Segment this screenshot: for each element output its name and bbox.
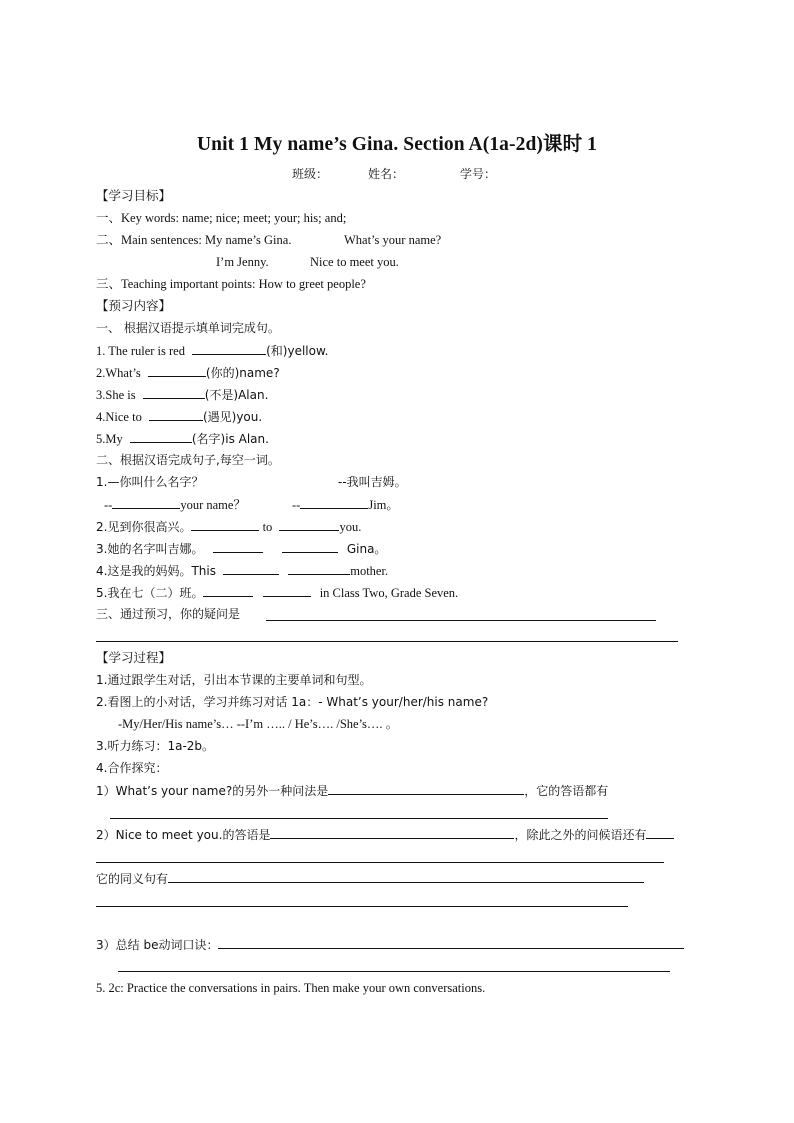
fill-item-3-text: 3.She is: [96, 388, 136, 402]
sentence-3: [96, 540, 386, 557]
goals-teaching-points: 三、Teaching important points: How to greet people?: [96, 277, 366, 291]
page-title: Unit 1 My name’s Gina. Section A(1a-2d)课时 1: [196, 134, 598, 155]
blank-5[interactable]: [130, 430, 192, 443]
sentence-2-text: 2.见到你很高兴。: [96, 520, 192, 534]
sentence-5: [96, 584, 458, 601]
blank-8[interactable]: [191, 518, 259, 531]
fill-item-5-hint: (名字)is Alan.: [191, 432, 269, 446]
goals-heading: 【学习目标】: [96, 188, 172, 203]
preview-part3-question: 三、通过预习，你的疑问是: [96, 607, 241, 621]
class-label: 班级：: [292, 167, 329, 181]
sentence-5-text: 5.我在七（二）班。: [96, 586, 204, 600]
sentence-4-mother: mother.: [350, 564, 389, 578]
blank-16[interactable]: [328, 782, 524, 795]
blank-20[interactable]: [218, 936, 684, 949]
blank-3[interactable]: [143, 386, 205, 399]
blank-18[interactable]: [646, 826, 674, 839]
sentence-3-gina: Gina。: [346, 542, 387, 556]
sentence-4: [96, 562, 388, 579]
fill-item-1-hint: (和)yellow.: [266, 344, 329, 358]
blank-11[interactable]: [282, 540, 338, 553]
preview-part1-heading: 一、 根据汉语提示填单词完成句。: [96, 321, 280, 335]
sentence-1-jim: Jim。: [368, 498, 399, 512]
fill-item-2-text: 2.What’s: [96, 366, 141, 380]
explore-answer-line-1[interactable]: [110, 818, 608, 819]
process-step-5: 5. 2c: Practice the conversations in pairs. Then make your own conversations.: [96, 981, 486, 995]
process-step-2: 2.看图上的小对话，学习并练习对话 1a：- What’s your/her/his name?: [96, 695, 489, 709]
explore-item-2b: [96, 870, 644, 887]
fill-item-1-text: 1. The ruler is red: [96, 344, 185, 358]
sentence-1-answer: --我叫吉姆。: [338, 475, 407, 489]
sentence-1-reply-blanks: [292, 496, 399, 513]
process-step-2-dialogue: -My/Her/His name’s… --I’m ….. / He’s…. /She’s…. 。: [118, 717, 399, 731]
goals-main-sentences: 二、Main sentences: My name’s Gina.: [96, 233, 292, 247]
blank-4[interactable]: [149, 408, 203, 421]
sentence-1-reply-dash: --: [292, 498, 301, 512]
explore-answer-line-3[interactable]: [96, 906, 628, 907]
explore-item-2-text: 2）Nice to meet you.的答语是: [96, 828, 271, 842]
process-heading: 【学习过程】: [96, 650, 172, 665]
goals-keywords: 一、Key words: name; nice; meet; your; his; and;: [96, 211, 347, 225]
fill-item-1: [96, 342, 329, 359]
sentence-5-class: in Class Two, Grade Seven.: [319, 586, 459, 600]
question-answer-line-1[interactable]: [266, 620, 656, 621]
fill-item-5: [96, 430, 269, 447]
blank-10[interactable]: [213, 540, 263, 553]
blank-1[interactable]: [192, 342, 266, 355]
sentence-4-text: 4.这是我的妈妈。This: [96, 564, 216, 578]
blank-6[interactable]: [112, 496, 180, 509]
explore-item-1: [96, 782, 608, 799]
explore-item-2: [96, 826, 674, 843]
fill-item-4: [96, 408, 262, 425]
explore-item-1-text: 1）What’s your name?的另外一种问法是: [96, 784, 329, 798]
blank-2[interactable]: [148, 364, 206, 377]
sentence-2: [96, 518, 361, 535]
fill-item-2-hint: (你的)name?: [205, 366, 280, 380]
sentence-2-to: to: [262, 520, 273, 534]
explore-item-1-tail: ，它的答语都有: [524, 784, 609, 798]
goals-sentence-whats-your-name: What’s your name?: [344, 233, 442, 247]
explore-answer-line-4[interactable]: [118, 971, 670, 972]
sentence-1-dash: --: [104, 498, 113, 512]
blank-12[interactable]: [223, 562, 279, 575]
blank-7[interactable]: [300, 496, 368, 509]
fill-item-5-text: 5.My: [96, 432, 123, 446]
blank-17[interactable]: [270, 826, 514, 839]
process-step-1: 1.通过跟学生对话，引出本节课的主要单词和句型。: [96, 673, 372, 687]
blank-19[interactable]: [168, 870, 644, 883]
sentence-3-text: 3.她的名字叫吉娜。: [96, 542, 204, 556]
number-label: 学号：: [460, 167, 497, 181]
fill-item-4-text: 4.Nice to: [96, 410, 142, 424]
blank-14[interactable]: [203, 584, 253, 597]
process-step-3: 3.听力练习：1a-2b。: [96, 739, 215, 753]
explore-answer-line-2[interactable]: [96, 862, 664, 863]
fill-item-4-hint: (遇见)you.: [202, 410, 263, 424]
process-step-4: 4.合作探究：: [96, 761, 168, 775]
question-answer-line-2[interactable]: [96, 641, 678, 642]
preview-heading: 【预习内容】: [96, 298, 172, 313]
blank-13[interactable]: [288, 562, 350, 575]
goals-sentence-im-jenny: I’m Jenny.: [216, 255, 269, 269]
explore-item-3: [96, 936, 684, 953]
goals-sentence-nice-to-meet: Nice to meet you.: [310, 255, 399, 269]
fill-item-3-hint: (不是)Alan.: [204, 388, 269, 402]
sentence-2-you: you.: [339, 520, 362, 534]
preview-part2-heading: 二、根据汉语完成句子,每空一词。: [96, 453, 280, 467]
blank-15[interactable]: [263, 584, 311, 597]
explore-item-2-tail: ，除此之外的问候语还有: [514, 828, 647, 842]
fill-item-2: [96, 364, 280, 381]
explore-item-2b-text: 它的同义句有: [96, 872, 169, 886]
fill-item-3: [96, 386, 268, 403]
sentence-1-question: 1.—你叫什么名字？: [96, 475, 204, 489]
name-label: 姓名：: [368, 167, 405, 181]
sentence-1-your-name: your name？: [180, 498, 246, 512]
sentence-1-blanks: [104, 496, 246, 513]
blank-9[interactable]: [279, 518, 339, 531]
explore-item-3-text: 3）总结 be动词口诀：: [96, 938, 219, 952]
